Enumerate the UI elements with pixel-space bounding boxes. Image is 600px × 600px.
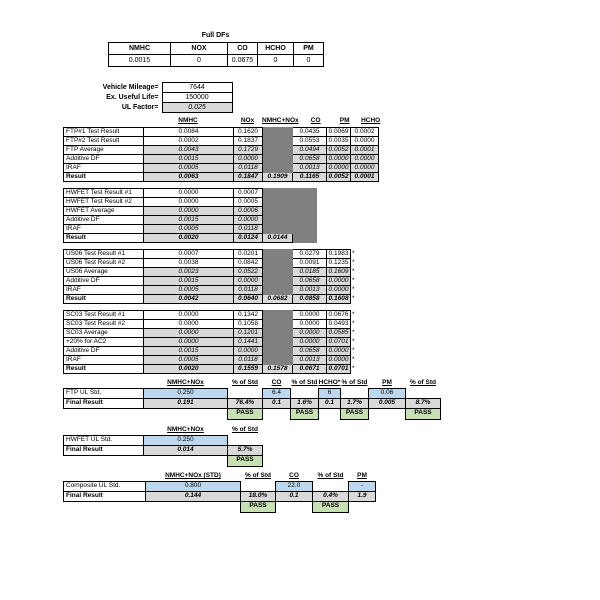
sc03-na-block [263,356,293,365]
full-dfs-header-cell: PM [294,43,324,55]
us06-value-cell: 0.1608 [327,295,351,304]
ftp-value-cell: 0.0494 [293,146,327,155]
us06-value-cell: 0.0023 [144,268,234,277]
us06-value-cell[interactable]: 0.0007 [144,250,234,259]
ftp-value-cell[interactable]: 0.0000 [351,137,379,146]
us06-value-cell: 0.0682 [263,295,293,304]
composite-summary-empty-cell [276,501,313,512]
composite-summary-row-label: Composite UL Std. [64,481,146,491]
sc03-value-cell: 0.0671 [293,365,327,374]
hwfet-na-block [263,207,293,216]
hwfet-value-cell: 0.0118 [234,225,263,234]
full-dfs-value-cell[interactable]: 0 [258,55,294,67]
ftp-summary-empty-cell [341,388,369,398]
full-dfs-header-cell: CO [228,43,258,55]
ftp-value-cell[interactable]: 0.0035 [327,137,351,146]
full-dfs-value-cell[interactable]: 0 [171,55,228,67]
composite-summary-final-cell: 1.9 [349,491,376,501]
hwfet-row-label: HWFET Average [64,207,144,216]
ftp-summary-row-label: Final Result [64,398,144,408]
sc03-value-cell: 0.1441 [234,338,263,347]
us06-value-cell: 0.0013 [293,286,327,295]
hwfet-na-block [293,207,317,216]
hwfet-value-cell: 0.0000 [144,207,234,216]
ftp-value-cell: 0.1165 [293,173,327,182]
ftp-value-cell: 0.1729 [234,146,263,155]
emissions-column-header: HCHO [361,116,381,124]
ftp-value-cell: 0.0658 [293,155,327,164]
ftp-standard-summary-table [63,379,441,420]
ftp-summary-std-cell[interactable]: 0.250 [144,388,228,398]
ftp-value-cell: 0.0000 [351,155,379,164]
sc03-asterisk: * [352,328,355,336]
us06-na-block [263,277,293,286]
ftp-summary-std-cell[interactable]: 0.06 [369,388,406,398]
vehicle-info-label: Vehicle Mileage= [102,84,159,91]
ftp-summary-grid [63,379,441,420]
ftp-value-cell: 0.0001 [351,173,379,182]
composite-summary-header: NMHC+NOx (STD) [165,472,221,479]
composite-summary-empty-cell [349,501,376,512]
ftp-summary-header: % of Std [410,379,436,387]
vehicle-info-label: UL Factor= [121,104,159,111]
hwfet-value-cell[interactable]: 0.0005 [234,198,263,207]
us06-asterisk: * [352,285,355,293]
hwfet-value-cell: 0.0020 [144,234,234,243]
composite-summary-final-cell: 0.1 [276,491,313,501]
ftp-summary-std-cell[interactable]: 6.4 [263,388,291,398]
sc03-row-label: Additive DF [64,347,144,356]
ftp-value-cell[interactable]: 0.0069 [327,128,351,137]
full-dfs-value-cell[interactable]: 0 [294,55,324,67]
composite-summary-std-cell[interactable]: 0.800 [146,481,241,491]
ftp-grid [63,127,379,182]
sc03-value-cell: 0.0701 [327,338,351,347]
ftp-value-cell: 0.0043 [144,146,234,155]
ftp-summary-empty-cell [406,388,441,398]
ftp-value-cell: 0.1847 [234,173,263,182]
hwfet-summary-empty-cell [144,455,228,466]
sc03-value-cell: 0.0658 [293,347,327,356]
hwfet-row-label: Result [64,234,144,243]
ftp-summary-pass-badge: PASS [228,408,263,419]
sc03-value-cell: 0.0701 [327,365,351,374]
ftp-value-cell: 0.0118 [234,164,263,173]
ftp-na-block [263,137,293,146]
composite-summary-final-cell: 0.144 [146,491,241,501]
main-header-spacer [63,116,143,126]
ftp-summary-final-cell: 1.7% [341,398,369,408]
hwfet-na-block [293,234,317,243]
ftp-na-block [263,155,293,164]
hwfet-summary-row-label: HWFET UL Std. [64,435,144,445]
ftp-summary-final-cell: 0.191 [144,398,228,408]
sc03-value-cell: 0.0013 [293,356,327,365]
composite-summary-final-cell: 18.0% [241,491,276,501]
composite-summary-std-cell[interactable]: - [349,481,376,491]
composite-summary-grid [63,472,376,513]
sc03-na-block [263,338,293,347]
sc03-value-cell: 0.0000 [234,347,263,356]
emissions-column-header: NMHC [178,116,198,124]
composite-standard-summary-table [63,472,376,513]
hwfet-standard-summary-table [63,426,263,467]
us06-grid [63,249,359,304]
composite-summary-header: CO [289,472,299,479]
emissions-column-header: NMHC+NOx [262,116,299,124]
sc03-value-cell: 0.0000 [293,329,327,338]
sc03-row-label: Result [64,365,144,374]
vehicle-info-table [62,82,233,113]
composite-summary-header: PM [357,472,367,479]
hwfet-value-cell[interactable]: 0.0000 [144,189,234,198]
ftp-row-label: FTP#2 Test Result [64,137,144,146]
us06-value-cell[interactable]: 0.1235 [327,259,351,268]
vehicle-info-value[interactable]: 7644 [162,83,232,93]
sc03-value-cell: 0.0015 [144,347,234,356]
us06-row-label: Additive DF [64,277,144,286]
hwfet-value-cell: 0.0006 [234,207,263,216]
hwfet-na-block [293,189,317,198]
ftp-na-block [263,128,293,137]
ftp-summary-empty-cell [369,408,406,419]
us06-value-cell: 0.0015 [144,277,234,286]
ftp-row-label: Additive DF [64,155,144,164]
us06-value-cell: 0.0522 [234,268,263,277]
sc03-value-cell: 0.0000 [327,356,351,365]
hwfet-summary-grid [63,426,263,467]
hwfet-row-label: Additive DF [64,216,144,225]
sc03-na-block [263,320,293,329]
sc03-value-cell: 0.0000 [327,347,351,356]
ftp-summary-header: % of Std [232,379,258,387]
hwfet-na-block [263,225,293,234]
ftp-value-cell: 0.0000 [234,155,263,164]
us06-value-cell[interactable]: 0.0279 [293,250,327,259]
sc03-value-cell[interactable]: 0.1058 [234,320,263,329]
ftp-na-block [263,164,293,173]
emissions-column-header: CO [310,116,321,124]
composite-summary-header: % of Std [317,472,344,480]
ftp-value-cell[interactable]: 0.0002 [144,137,234,146]
us06-asterisk: * [352,249,355,257]
us06-asterisk: * [352,294,355,302]
vehicle-info-label: Ex. Useful Life= [106,94,159,101]
us06-na-block [263,250,293,259]
ftp-summary-final-cell: 0.1 [319,398,341,408]
ftp-summary-pass-badge: PASS [341,408,369,419]
sc03-value-cell: 0.0020 [144,365,234,374]
composite-summary-pass-badge: PASS [313,501,349,512]
full-dfs-header-cell: NMHC [109,43,171,55]
composite-summary-empty-cell [313,481,349,491]
us06-value-cell: 0.0000 [327,286,351,295]
sc03-row-label: SC03 Test Result #1 [64,311,144,320]
sc03-na-block [263,329,293,338]
sc03-value-cell: 0.1559 [234,365,263,374]
us06-value-cell: 0.1609 [327,268,351,277]
composite-summary-row-label: Final Result [64,491,146,501]
vehicle-info-grid [62,82,233,113]
sc03-value-cell: 0.0000 [293,338,327,347]
hwfet-value-cell: 0.0015 [144,216,234,225]
us06-value-cell: 0.0185 [293,268,327,277]
hwfet-row-label: HWFET Test Result #2 [64,198,144,207]
ftp-summary-final-cell: 0.005 [369,398,406,408]
emissions-column-header: PM [339,116,350,124]
composite-summary-final-cell: 0.4% [313,491,349,501]
ftp-summary-spacer [64,408,144,419]
hwfet-summary-final-cell: 0.014 [144,445,228,455]
ftp-summary-header: % of Std [291,379,318,387]
hwfet-na-block [293,225,317,234]
sc03-value-cell[interactable]: 0.0000 [144,311,234,320]
hwfet-na-block [263,189,293,198]
us06-asterisk: * [352,258,355,266]
sc03-asterisk: * [352,364,355,372]
ftp-summary-empty-cell [319,408,341,419]
sc03-value-cell[interactable]: 0.0676 [327,311,351,320]
composite-summary-std-cell[interactable]: 22.0 [276,481,313,491]
us06-asterisk: * [352,267,355,275]
ftp-value-cell: 0.0000 [327,164,351,173]
hwfet-na-block [263,198,293,207]
ftp-value-cell: 0.0063 [144,173,234,182]
sc03-results-table [63,310,359,374]
full-dfs-value-cell[interactable]: 0.0015 [109,55,171,67]
ftp-value-cell[interactable]: 0.1837 [234,137,263,146]
sc03-value-cell[interactable]: 0.0000 [293,320,327,329]
ftp-summary-final-cell: 76.4% [228,398,263,408]
sc03-row-label: +20% for AC2 [64,338,144,347]
ftp-value-cell: 0.0052 [327,173,351,182]
hwfet-summary-spacer [64,455,144,466]
ftp-value-cell: 0.0015 [144,155,234,164]
hwfet-value-cell[interactable]: 0.0007 [234,189,263,198]
hwfet-row-label: HWFET Test Result #1 [64,189,144,198]
ftp-summary-final-cell: 0.1 [263,398,291,408]
sc03-value-cell: 0.0000 [144,338,234,347]
us06-value-cell: 0.0005 [144,286,234,295]
ftp-value-cell: 0.0000 [327,155,351,164]
ftp-value-cell: 0.0001 [351,146,379,155]
ftp-na-block [263,146,293,155]
ftp-summary-final-cell: 8.7% [406,398,441,408]
ftp-summary-pass-badge: PASS [291,408,319,419]
ftp-summary-final-cell: 1.6% [291,398,319,408]
us06-na-block [263,259,293,268]
ftp-row-label: FTP#1 Test Result [64,128,144,137]
hwfet-summary-header: NMHC+NOx [167,426,204,433]
hwfet-results-table [63,188,317,243]
us06-asterisk: * [352,276,355,284]
composite-summary-empty-cell [241,481,276,491]
ftp-value-cell: 0.0013 [293,164,327,173]
sc03-asterisk: * [352,319,355,327]
composite-summary-empty-cell [146,501,241,512]
ftp-row-label: IRAF [64,164,144,173]
us06-value-cell: 0.0658 [293,277,327,286]
sc03-na-block [263,311,293,320]
sc03-asterisk: * [352,337,355,345]
full-dfs-title: Full DFs [201,32,230,39]
ftp-value-cell: 0.0005 [144,164,234,173]
sc03-value-cell: 0.1578 [263,365,293,374]
sc03-value-cell[interactable]: 0.0493 [327,320,351,329]
hwfet-summary-empty-cell [228,435,263,445]
us06-value-cell[interactable]: 0.0201 [234,250,263,259]
ftp-summary-spacer [64,379,144,388]
hwfet-row-label: IRAF [64,225,144,234]
ftp-value-cell[interactable]: 0.0084 [144,128,234,137]
ftp-summary-header: NMHC+NOx [167,379,204,386]
us06-value-cell: 0.0000 [327,277,351,286]
hwfet-na-block [293,198,317,207]
composite-summary-header: % of Std [245,472,271,480]
composite-summary-spacer [64,472,146,481]
ftp-row-label: Result [64,173,144,182]
ftp-summary-header: HCHO* [318,379,341,386]
us06-na-block [263,286,293,295]
us06-value-cell: 0.0000 [234,277,263,286]
ftp-row-label: FTP Average [64,146,144,155]
hwfet-value-cell: 0.0144 [263,234,293,243]
hwfet-summary-final-cell: 5.7% [228,445,263,455]
hwfet-summary-spacer [64,426,144,435]
us06-results-table [63,249,359,304]
us06-value-cell[interactable]: 0.1983 [327,250,351,259]
hwfet-na-block [293,216,317,225]
ftp-value-cell: 0.1909 [263,173,293,182]
us06-row-label: US06 Test Result #2 [64,259,144,268]
ftp-value-cell: 0.0000 [351,164,379,173]
ftp-value-cell[interactable]: 0.0002 [351,128,379,137]
main-header-grid [63,116,385,126]
hwfet-summary-pass-badge: PASS [228,455,263,466]
sc03-row-label: SC03 Average [64,329,144,338]
sc03-asterisk: * [352,346,355,354]
sc03-na-block [263,347,293,356]
sc03-value-cell[interactable]: 0.1342 [234,311,263,320]
us06-value-cell[interactable]: 0.0842 [234,259,263,268]
ftp-results-table [63,127,379,182]
ftp-summary-empty-cell [291,388,319,398]
composite-summary-spacer [64,501,146,512]
hwfet-na-block [263,216,293,225]
ftp-value-cell: 0.0052 [327,146,351,155]
ftp-value-cell[interactable]: 0.0553 [293,137,327,146]
ftp-summary-header: CO [271,379,282,386]
us06-row-label: IRAF [64,286,144,295]
vehicle-info-value[interactable]: 150000 [162,93,232,103]
full-dfs-table [108,42,324,67]
sc03-value-cell: 0.0005 [144,356,234,365]
ftp-value-cell[interactable]: 0.1620 [234,128,263,137]
hwfet-grid [63,188,317,243]
us06-na-block [263,268,293,277]
ftp-summary-pass-badge: PASS [406,408,441,419]
full-dfs-value-cell[interactable]: 0.0675 [228,55,258,67]
sc03-value-cell[interactable]: 0.0000 [144,320,234,329]
hwfet-value-cell[interactable]: 0.0000 [144,198,234,207]
hwfet-summary-std-cell[interactable]: 0.250 [144,435,228,445]
us06-row-label: US06 Test Result #1 [64,250,144,259]
ftp-summary-header: % of Std [341,379,368,387]
emissions-column-headers [63,116,385,126]
us06-row-label: US06 Average [64,268,144,277]
sc03-value-cell[interactable]: 0.0000 [293,311,327,320]
ftp-summary-header: PM [382,379,392,386]
us06-value-cell: 0.0042 [144,295,234,304]
ftp-summary-std-cell[interactable]: 6 [319,388,341,398]
ftp-summary-empty-cell [228,388,263,398]
emissions-column-header: NOx [240,116,255,124]
full-dfs-grid [108,42,324,67]
sc03-asterisk: * [352,310,355,318]
sc03-value-cell: 0.0118 [234,356,263,365]
sc03-row-label: IRAF [64,356,144,365]
sc03-value-cell: 0.1201 [234,329,263,338]
ftp-summary-empty-cell [144,408,228,419]
sc03-grid [63,310,359,374]
hwfet-summary-header: % of Std [232,426,258,434]
full-dfs-header-cell: HCHO [258,43,294,55]
ftp-value-cell[interactable]: 0.0435 [293,128,327,137]
us06-row-label: Result [64,295,144,304]
hwfet-value-cell: 0.0124 [234,234,263,243]
us06-value-cell: 0.0118 [234,286,263,295]
vehicle-info-value: 0.025 [162,103,232,113]
sc03-asterisk: * [352,355,355,363]
us06-value-cell[interactable]: 0.0091 [293,259,327,268]
full-dfs-header-cell: NOX [171,43,228,55]
hwfet-value-cell: 0.0005 [144,225,234,234]
sc03-value-cell: 0.0585 [327,329,351,338]
sc03-value-cell: 0.0000 [144,329,234,338]
ftp-summary-empty-cell [263,408,291,419]
us06-value-cell: 0.0640 [234,295,263,304]
sc03-row-label: SC03 Test Result #2 [64,320,144,329]
composite-summary-pass-badge: PASS [241,501,276,512]
hwfet-summary-row-label: Final Result [64,445,144,455]
us06-value-cell: 0.0858 [293,295,327,304]
us06-value-cell[interactable]: 0.0038 [144,259,234,268]
hwfet-value-cell: 0.0000 [234,216,263,225]
ftp-summary-row-label: FTP UL Std. [64,388,144,398]
